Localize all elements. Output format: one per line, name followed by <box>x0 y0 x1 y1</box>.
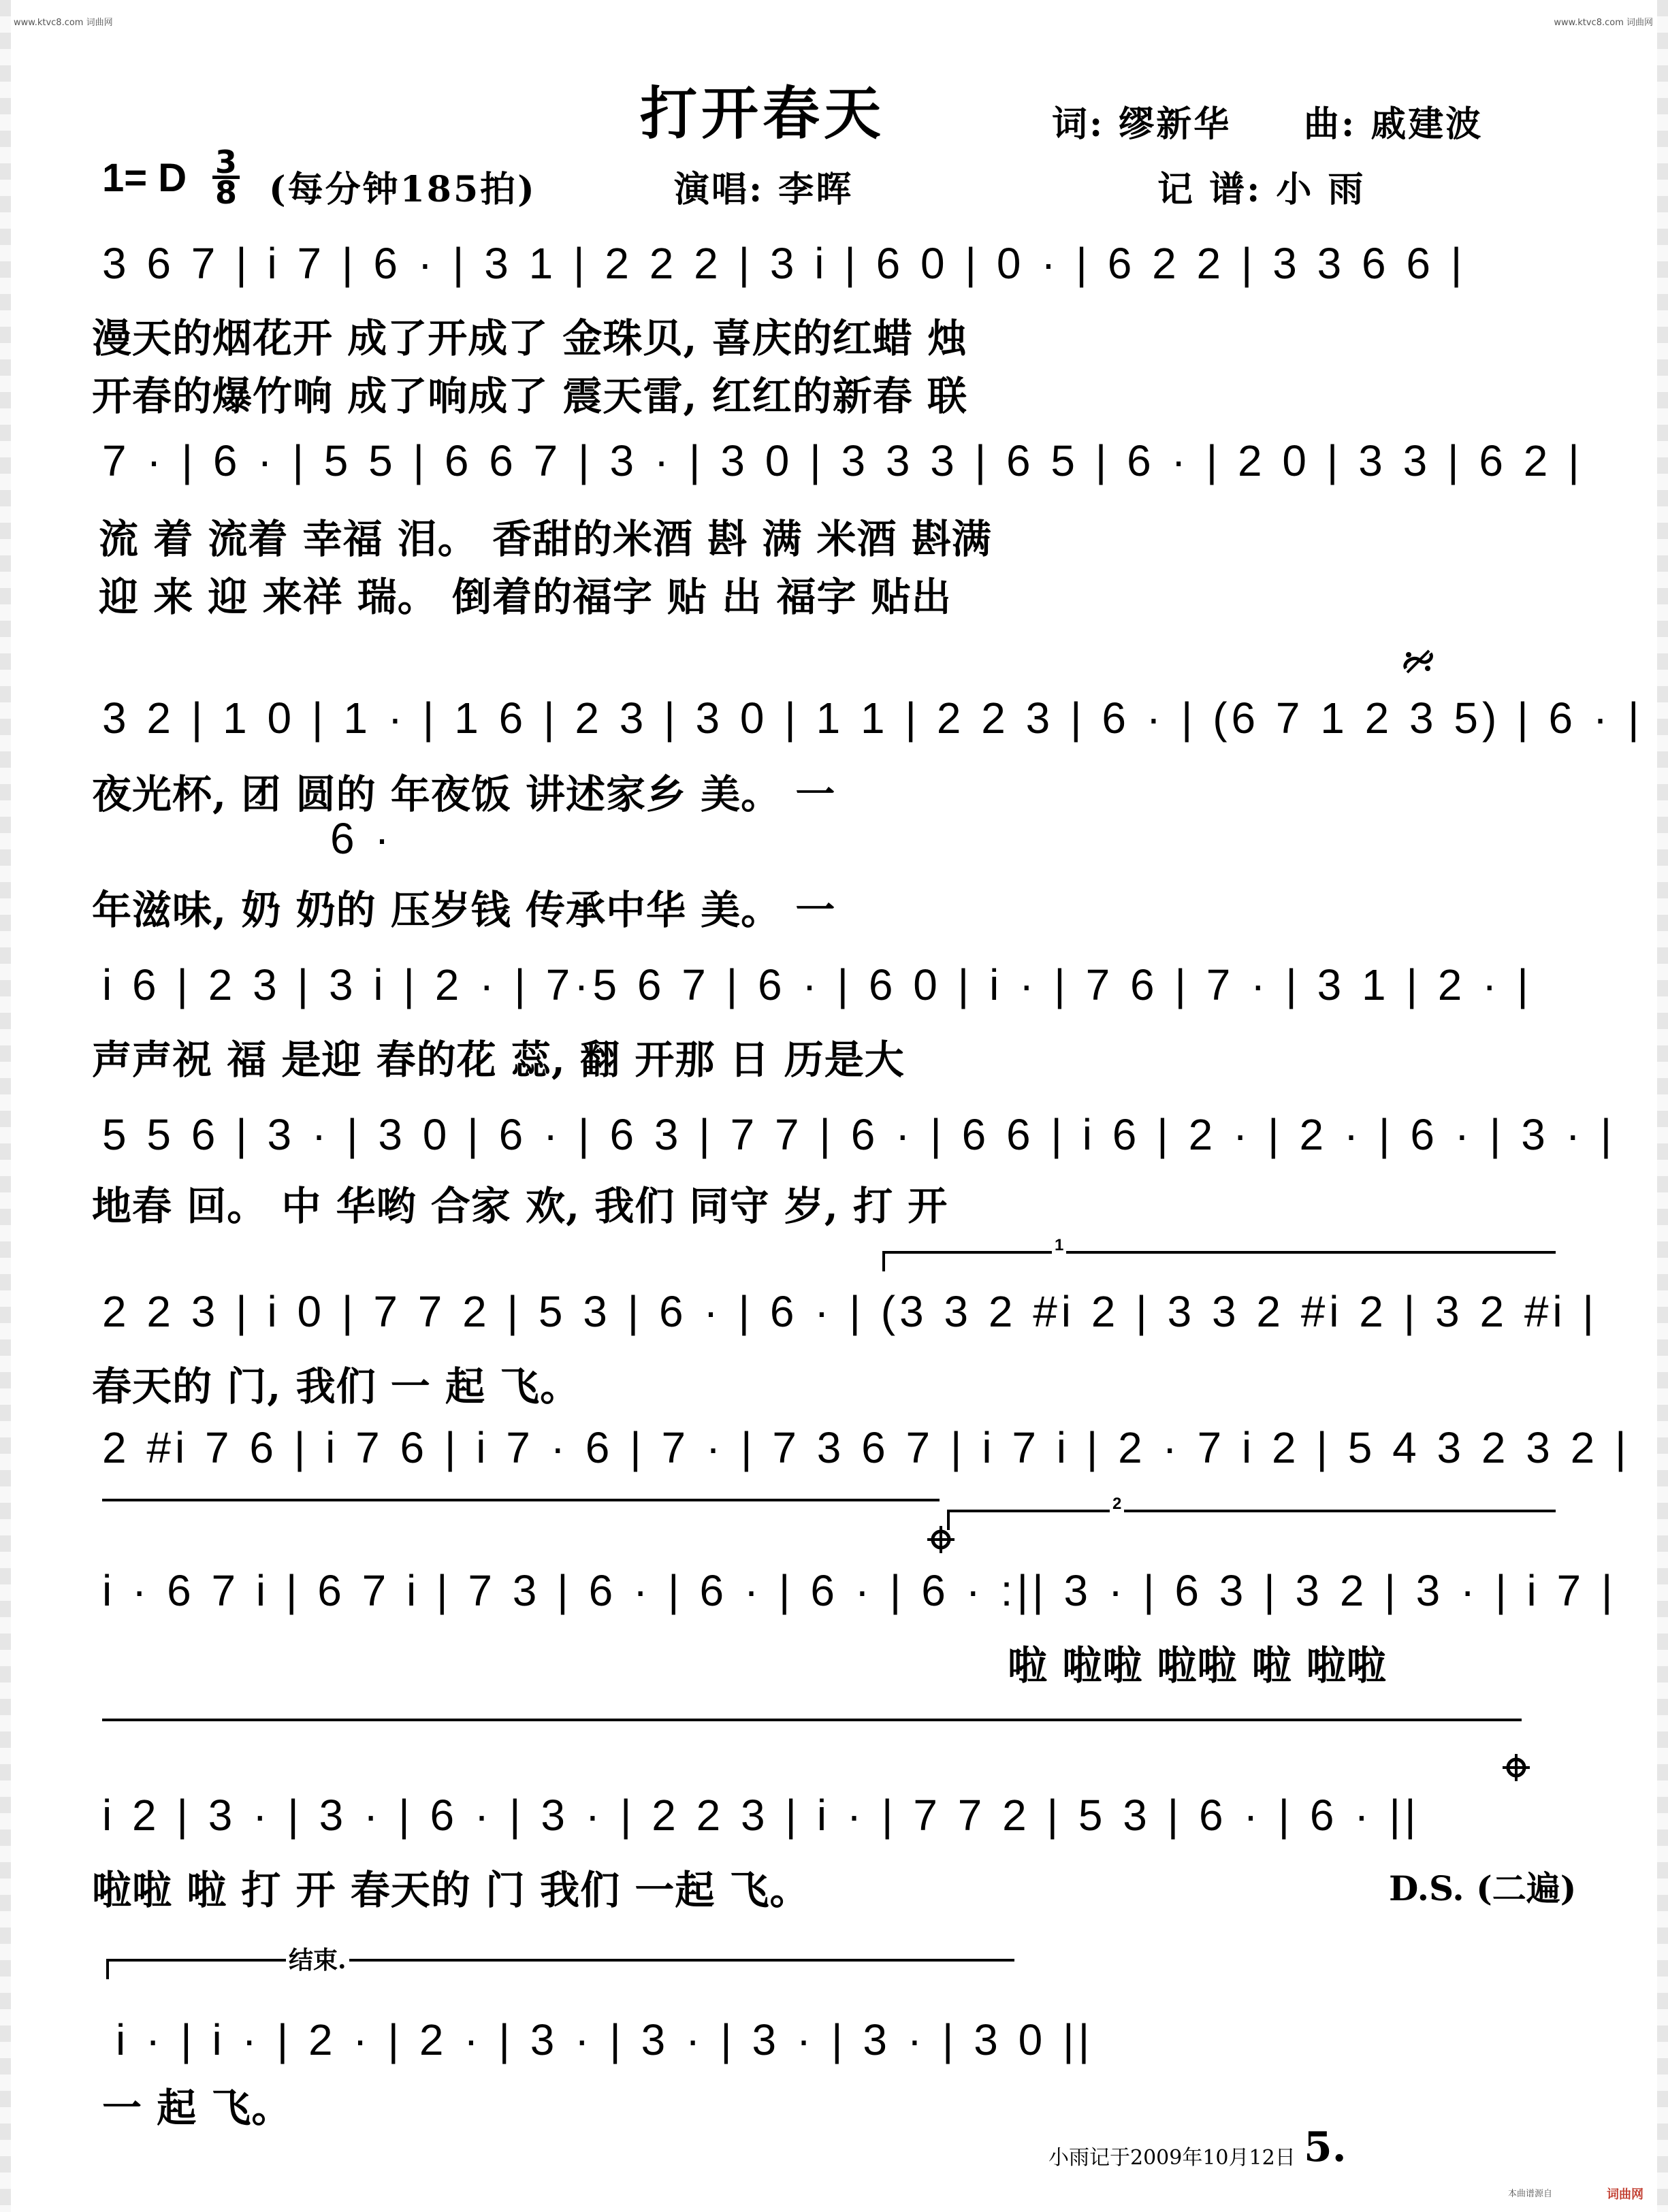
notation-line-1: 3 6 7 | i 7 | 6 · | 3 1 | 2 2 2 | 3 i | 6 0 | 0 · | 6 2 2 | 3 3 6 6 | <box>102 239 1466 288</box>
brand-watermark: 词曲网 <box>1607 2187 1643 2202</box>
first-ending-number: 1 <box>1052 1236 1066 1255</box>
lyrics-line-10: 一 起 飞。 <box>102 2085 292 2131</box>
page-number: 5. <box>1304 2124 1347 2171</box>
song-title: 打开春天 <box>640 80 886 147</box>
notation-line-9: i 2 | 3 · | 3 · | 6 · | 3 · | 2 2 3 | i · | 7 7 2 | 5 3 | 6 · | 6 · || <box>102 1791 1420 1840</box>
ending-label: 结束. <box>286 1941 349 1976</box>
key-signature: 1= D <box>102 156 187 200</box>
notation-line-2: 7 · | 6 · | 5 5 | 6 6 7 | 3 · | 3 0 | 3 3 3 | 6 5 | 6 · | 2 0 | 3 3 | 6 2 | <box>102 436 1584 485</box>
meter-top: 3 <box>212 148 240 179</box>
lyricist: 词: 缪新华 <box>1052 103 1232 145</box>
second-ending-number: 2 <box>1110 1495 1124 1514</box>
notation-line-6: 2 2 3 | i 0 | 7 7 2 | 5 3 | 6 · | 6 · | (3 3 2 #i 2 | 3 3 2 #i 2 | 3 2 #i | <box>102 1287 1599 1336</box>
first-ending-bracket <box>885 1236 1556 1254</box>
lyrics-line-8: 啦 啦啦 啦啦 啦 啦啦 <box>1008 1642 1387 1689</box>
first-ending-tick <box>882 1251 885 1271</box>
transcription-date: 小雨记于2009年10月12日 <box>1048 2146 1296 2170</box>
lyrics-line-5: 地春 回。 中 华哟 合家 欢, 我们 同守 岁, 打 开 <box>92 1183 948 1229</box>
page-border-right <box>1657 0 1668 2212</box>
lyrics-line-3-verse-2: 年滋味, 奶 奶的 压岁钱 传承中华 美。 一 <box>92 887 836 933</box>
lyrics-line-1-verse-2: 开春的爆竹响 成了响成了 震天雷, 红红的新春 联 <box>92 373 967 419</box>
tempo-mark: (每分钟185拍) <box>269 169 536 210</box>
top-left-watermark: www.ktvc8.com 词曲网 <box>14 18 113 28</box>
composer: 曲: 戚建波 <box>1304 103 1483 145</box>
notation-line-4: i 6 | 2 3 | 3 i | 2 · | 7·5 6 7 | 6 · | 6 0 | i · | 7 6 | 7 · | 3 1 | 2 · | <box>102 960 1533 1009</box>
notation-line-10: i · | i · | 2 · | 2 · | 3 · | 3 · | 3 · | 3 · | 3 0 || <box>116 2015 1094 2064</box>
alternate-note: 6 · <box>330 814 394 863</box>
dal-segno-instruction: D.S. (二遍) <box>1389 1868 1577 1908</box>
notation-line-7: 2 #i 7 6 | i 7 6 | i 7 · 6 | 7 · | 7 3 6 7 | i 7 i | 2 · 7 i 2 | 5 4 3 2 3 2 | <box>102 1423 1631 1472</box>
ending-tick <box>106 1959 109 1979</box>
coda-section-line <box>102 1719 1522 1721</box>
singer: 演唱: 李晖 <box>674 169 854 210</box>
notation-line-5: 5 5 6 | 3 · | 3 0 | 6 · | 6 3 | 7 7 | 6 · | 6 6 | i 6 | 2 · | 2 · | 6 · | 3 · | <box>102 1110 1616 1159</box>
lyrics-line-3-verse-1: 夜光杯, 团 圆的 年夜饭 讲述家乡 美。 一 <box>92 771 836 817</box>
ending-bracket <box>109 1946 1014 1974</box>
notation-line-8: i · 6 7 i | 6 7 i | 7 3 | 6 · | 6 · | 6 · | 6 · :|| 3 · | 6 3 | 3 2 | 3 · | i 7 | <box>102 1566 1617 1615</box>
transcriber: 记 谱: 小 雨 <box>1157 169 1366 210</box>
top-right-watermark: www.ktvc8.com 词曲网 <box>1554 18 1653 28</box>
lyrics-line-4: 声声祝 福 是迎 春的花 蕊, 翻 开那 日 历是大 <box>92 1037 905 1083</box>
time-signature <box>212 144 240 211</box>
page-border-left <box>0 0 11 2212</box>
meter-bottom: 8 <box>214 174 237 211</box>
coda-icon-end <box>1501 1753 1531 1783</box>
lyrics-line-2-verse-2: 迎 来 迎 来祥 瑞。 倒着的福字 贴 出 福字 贴出 <box>99 574 952 620</box>
source-label: 本曲谱源自 <box>1508 2189 1553 2199</box>
segno-icon <box>1399 648 1437 675</box>
lyrics-line-2-verse-1: 流 着 流着 幸福 泪。 香甜的米酒 斟 满 米酒 斟满 <box>99 516 992 562</box>
coda-icon <box>926 1525 956 1555</box>
notation-line-3: 3 2 | 1 0 | 1 · | 1 6 | 2 3 | 3 0 | 1 1 | 2 2 3 | 6 · | (6 7 1 2 3 5) | 6 · | <box>102 694 1643 743</box>
repeat-section-line <box>102 1499 940 1501</box>
lyrics-line-6: 春天的 门, 我们 一 起 飞。 <box>92 1363 581 1410</box>
lyrics-line-1-verse-1: 漫天的烟花开 成了开成了 金珠贝, 喜庆的红蜡 烛 <box>92 315 967 361</box>
second-ending-bracket <box>950 1495 1556 1513</box>
lyrics-line-9: 啦啦 啦 打 开 春天的 门 我们 一起 飞。 <box>92 1867 810 1913</box>
